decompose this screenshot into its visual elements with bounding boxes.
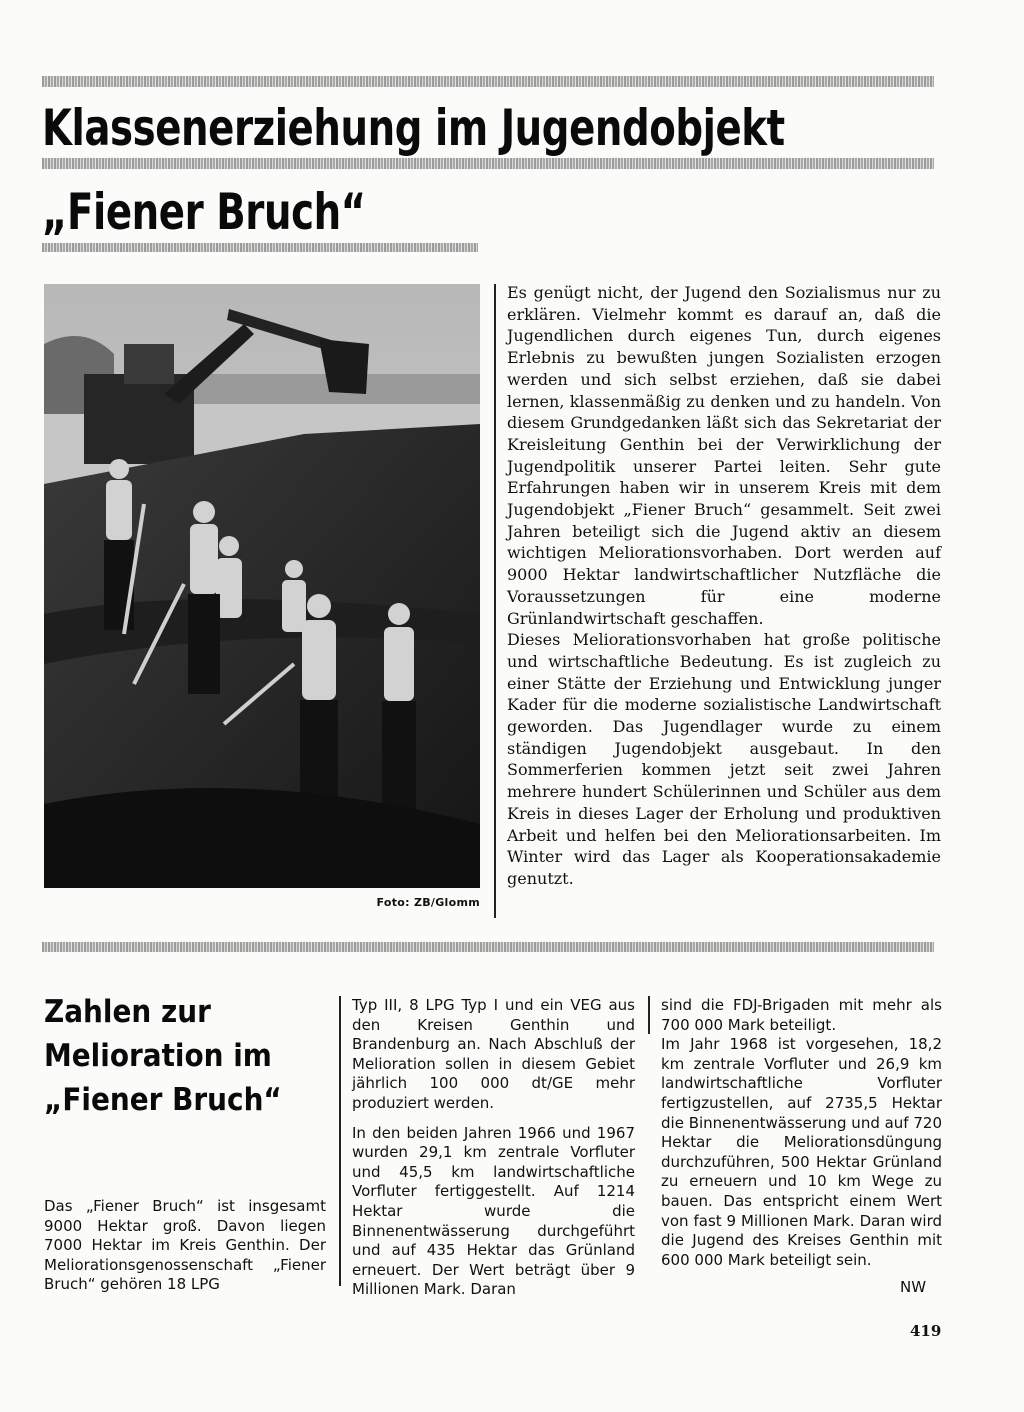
box-paragraph: In den beiden Jahren 1966 und 1967 wurden 29,1 km zentrale Vorfluter und 45,5 km landwirtschaftliche Vorfluter fertiggestellt. Auf 1214 Hektar wurde die Binnenentwässerung durchgeführt und auf 435 Hektar das Grünland erneuert. Der Wert beträgt über 9 Millionen Mark. Daran <box>352 1123 635 1299</box>
article-paragraph: Es genügt nicht, der Jugend den Sozialismus nur zu erklären. Vielmehr kommt es darauf an, daß die Jugendlichen durch eigenes Tun, durch eigenes Erlebnis zu bewußten jungen Sozialisten erzogen werden und sich selbst erziehen, daß sie dabei lernen, klassenmäßig zu denken und zu handeln. Von diesem Grundgedanken läßt sich das Sekretariat der Kreisleitung Genthin bei der Verwirklichung der Jugendpolitik unserer Partei leiten. Sehr gute Erfahrungen haben wir in unserem Kreis mit dem Jugendobjekt „Fiener Bruch“ gesammelt. Seit zwei Jahren beteiligt sich die Jugend aktiv an diesem wichtigen Meliorationsvorhaben. Dort werden auf 9000 Hektar landwirtschaftlicher Nutzfläche die Voraussetzungen für eine moderne Grünlandwirtschaft geschaffen. <box>507 283 941 628</box>
box-title: Zahlen zur Melioration im „Fiener Bruch“ <box>44 994 282 1118</box>
box-column-1 <box>44 1197 326 1305</box>
article-paragraph: Dieses Meliorationsvorhaben hat große politische und wirtschaftliche Bedeutung. Es ist zugleich zu einer Stätte der Erziehung und Entwicklung junger Kader für die moderne sozialistische Landwirtschaft geworden. Das Jugendlager wurde zu einem ständigen Jugendobjekt ausgebaut. In den Sommerferien kommen jetzt seit zwei Jahren mehrere hundert Schülerinnen und Schüler aus dem Kreis in dieses Lager der Erholung und produktiven Arbeit und helfen bei den Meliorationsarbeiten. Im Winter wird das Lager als Kooperationsakademie genutzt. <box>507 630 941 888</box>
box-paragraph: Das „Fiener Bruch“ ist insgesamt 9000 Hektar groß. Davon liegen 7000 Hektar im Kreis Genthin. Der Meliorationsgenossenschaft „Fiener Bruch“ gehören 18 LPG <box>44 1197 326 1294</box>
article-photo <box>44 284 480 888</box>
column-divider <box>339 996 341 1286</box>
box-column-3 <box>661 996 942 1280</box>
box-column-2 <box>352 996 635 1310</box>
section-rule <box>42 942 934 952</box>
header-rule-top <box>42 76 934 87</box>
box-paragraph: Im Jahr 1968 ist vorgesehen, 18,2 km zentrale Vorfluter und 26,9 km landwirtschaftliche Vorfluter fertigzustellen, auf 2735,5 Hektar die Binnenentwässerung und auf 720 Hektar die Meliorationsdüngung durchzuführen, 500 Hektar Grünland zu erneuern und 10 km Wege zu bauen. Das entspricht einem Wert von fast 9 Millionen Mark. Daran wird die Jugend des Kreises Genthin mit 600 000 Mark beteiligt sein. <box>661 1035 942 1269</box>
header-rule-bottom <box>42 243 478 252</box>
photo-caption: Foto: ZB/Glomm <box>376 896 480 909</box>
box-paragraph: sind die FDJ-Brigaden mit mehr als 700 000 Mark beteiligt. <box>661 996 942 1034</box>
page-number: 419 <box>910 1322 942 1340</box>
article-body <box>507 282 941 890</box>
column-divider <box>494 284 496 918</box>
column-divider <box>648 996 650 1034</box>
author-signature: NW <box>900 1278 927 1296</box>
article-title-line-1: Klassenerziehung im Jugendobjekt <box>42 99 785 157</box>
header-rule-middle <box>42 158 934 169</box>
article-title-line-2: „Fiener Bruch“ <box>42 183 366 241</box>
box-paragraph: Typ III, 8 LPG Typ I und ein VEG aus den Kreisen Genthin und Brandenburg an. Nach Abschluß der Melioration sollen in diesem Gebiet jährlich 100 000 dt/GE mehr produziert werden. <box>352 996 635 1112</box>
